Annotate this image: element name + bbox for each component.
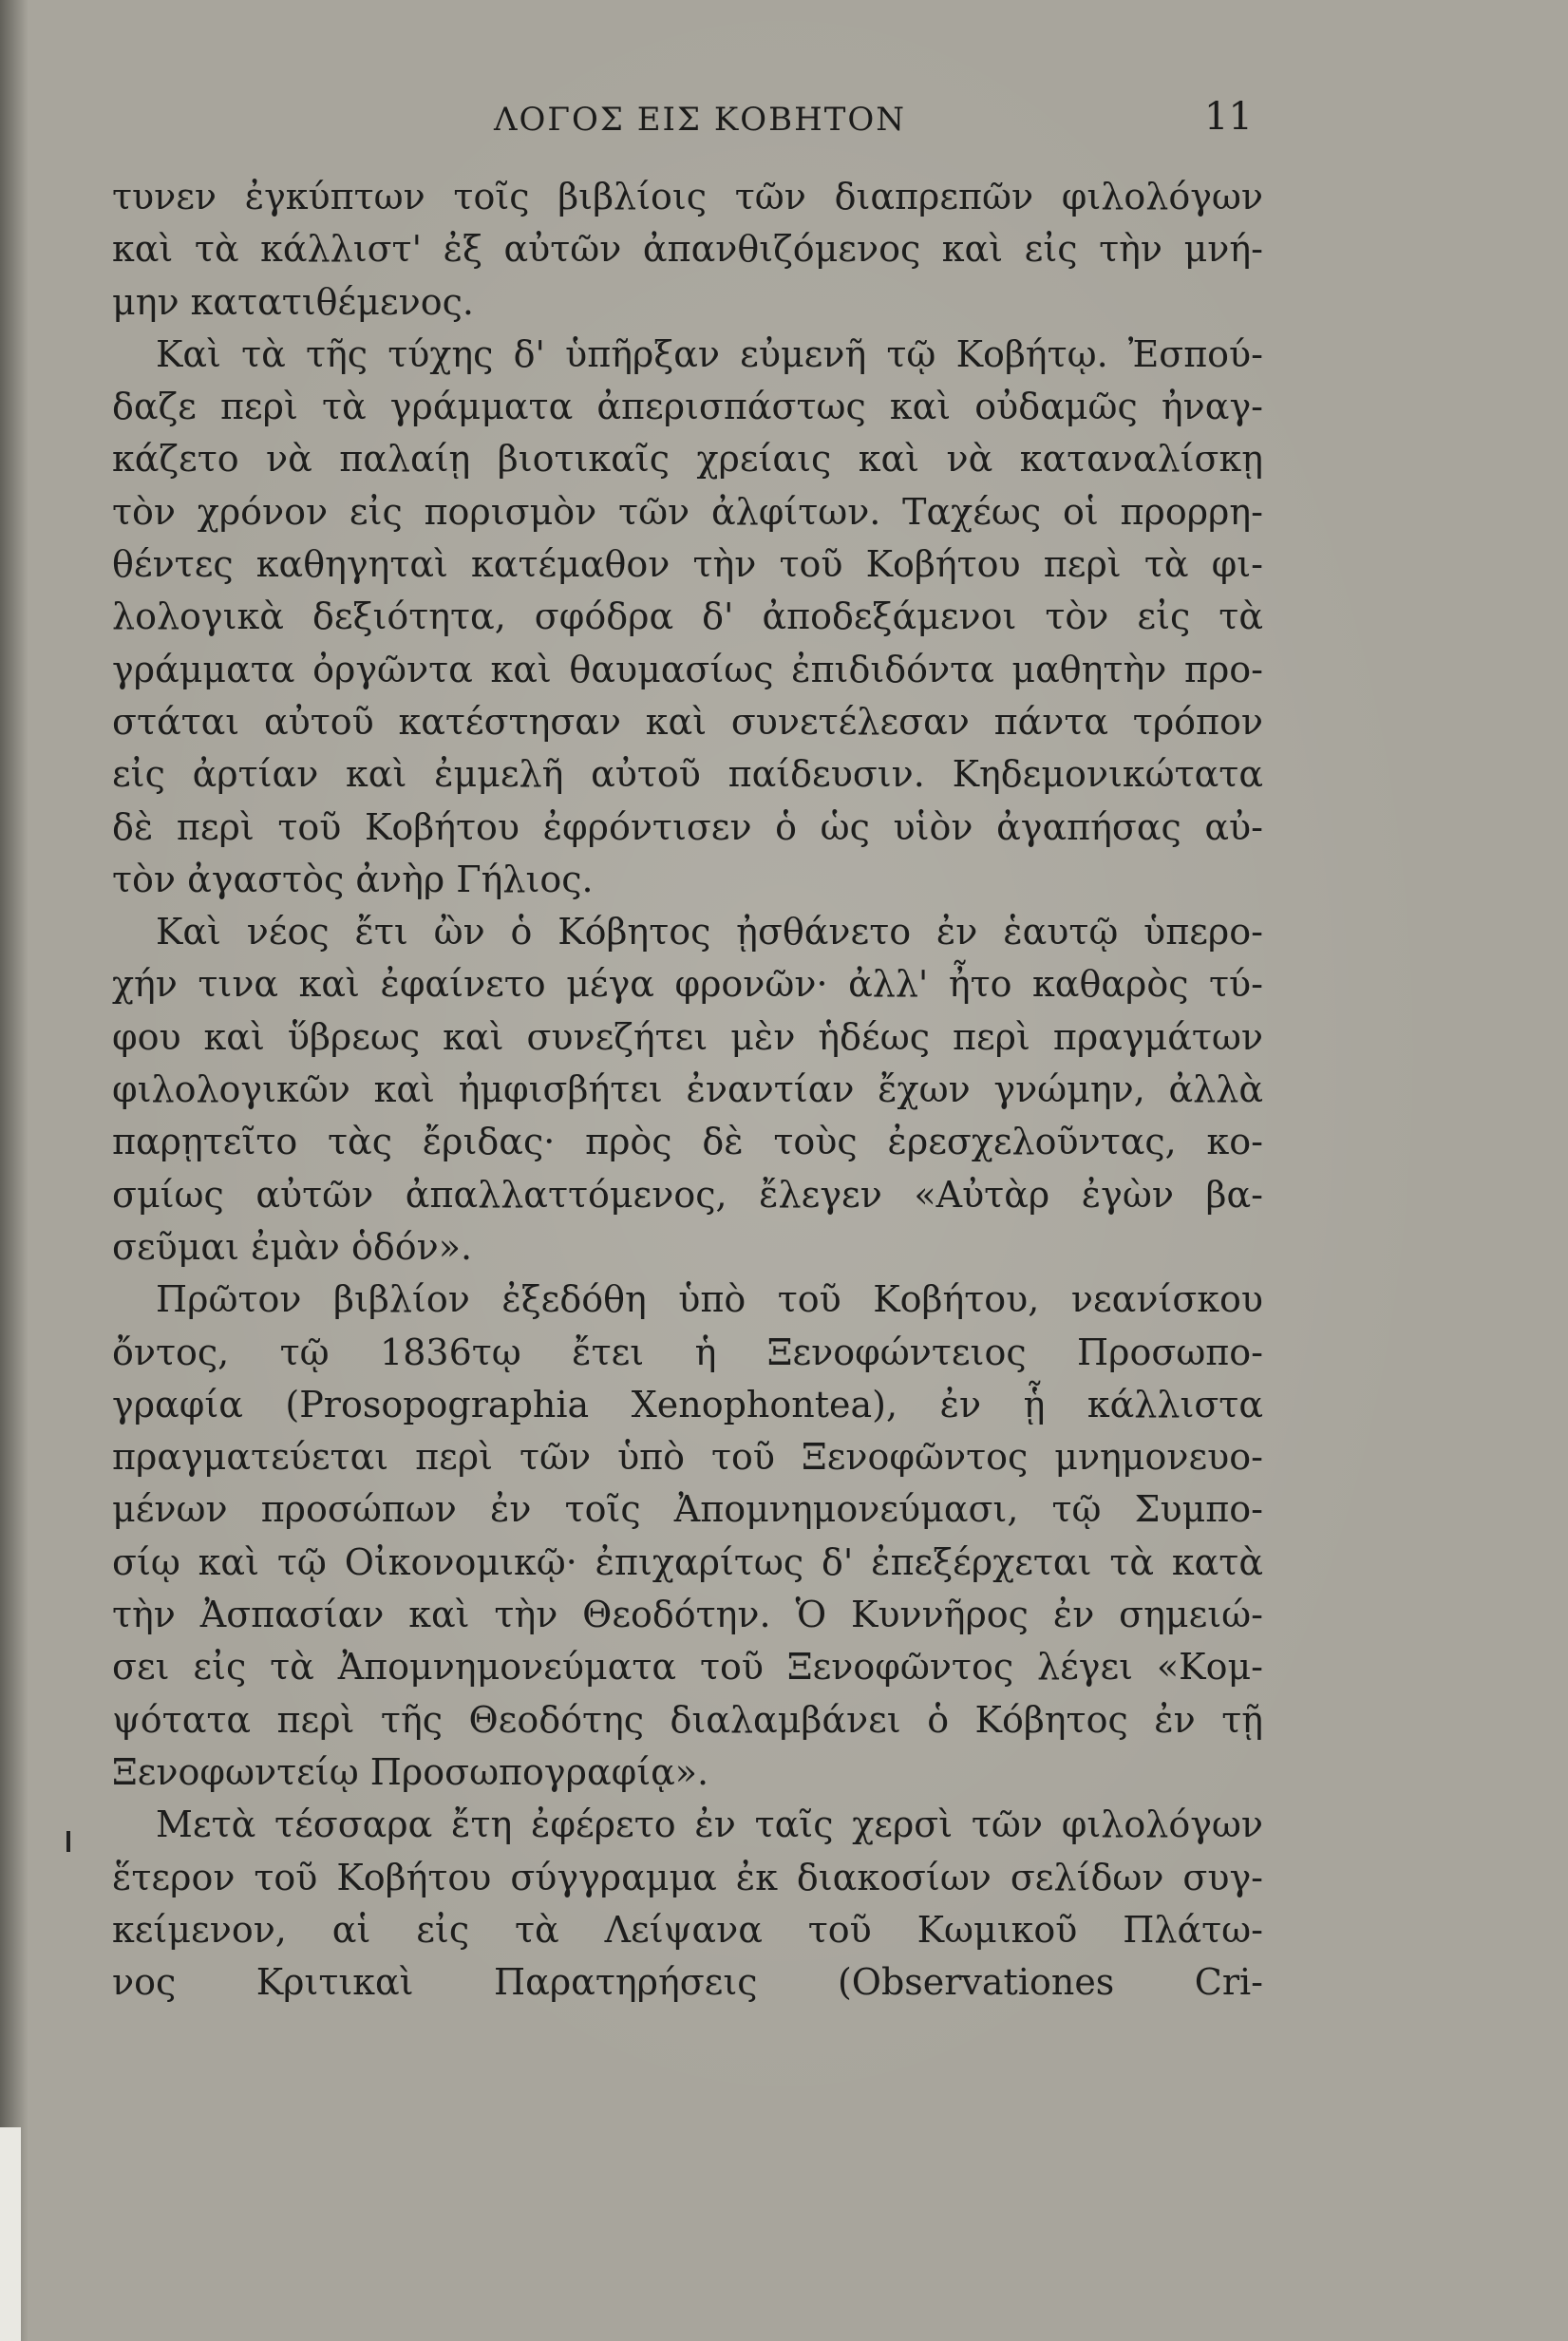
page-number: 11 bbox=[1204, 95, 1253, 139]
text-line: τὴν Ἀσπασίαν καὶ τὴν Θεοδότην. Ὁ Κυννῆρος ἐν σημειώ- bbox=[112, 1594, 1263, 1636]
text-line: ψότατα περὶ τῆς Θεοδότης διαλαμβάνει ὁ Κόβητος ἐν τῇ bbox=[112, 1698, 1263, 1741]
text-line: τὸν χρόνον εἰς πορισμὸν τῶν ἀλφίτων. Ταχέως οἱ προρρη- bbox=[112, 490, 1263, 533]
text-line: τὸν ἀγαστὸς ἀνὴρ Γήλιος. bbox=[112, 858, 594, 900]
text-line: εἰς ἀρτίαν καὶ ἐμμελῆ αὐτοῦ παίδευσιν. Κηδεμονικώτατα bbox=[112, 753, 1263, 796]
text-line: Πρῶτον βιβλίον ἐξεδόθη ὑπὸ τοῦ Κοβήτου, νεανίσκου bbox=[156, 1278, 1263, 1321]
text-line: γραφία (Prosopographia Xenophontea), ἐν ᾗ κάλλιστα bbox=[112, 1383, 1263, 1425]
text-line: σίῳ καὶ τῷ Οἰκονομικῷ· ἐπιχαρίτως δ' ἐπεξέρχεται τὰ κατὰ bbox=[112, 1540, 1263, 1583]
text-line: κείμενον, αἱ εἰς τὰ Λείψανα τοῦ Κωμικοῦ Πλάτω- bbox=[112, 1908, 1263, 1951]
text-line: ἕτερον τοῦ Κοβήτου σύγγραμμα ἐκ διακοσίων σελίδων συγ- bbox=[112, 1856, 1263, 1898]
text-line: κάζετο νὰ παλαίῃ βιοτικαῖς χρείαις καὶ νὰ καταναλίσκῃ bbox=[112, 438, 1263, 481]
page-header bbox=[0, 95, 1568, 148]
text-line: Ξενοφωντείῳ Προσωπογραφίᾳ». bbox=[112, 1750, 709, 1793]
text-line: χήν τινα καὶ ἐφαίνετο μέγα φρονῶν· ἀλλ' ἦτο καθαρὸς τύ- bbox=[112, 963, 1263, 1006]
body-text bbox=[112, 171, 1263, 2009]
page-edge bbox=[0, 2127, 21, 2341]
text-line: καὶ τὰ κάλλιστ' ἐξ αὐτῶν ἀπανθιζόμενος καὶ εἰς τὴν μνή- bbox=[112, 228, 1263, 271]
margin-mark bbox=[66, 1831, 70, 1852]
text-line: θέντες καθηγηταὶ κατέμαθον τὴν τοῦ Κοβήτου περὶ τὰ φι- bbox=[112, 543, 1263, 586]
text-line: Καὶ τὰ τῆς τύχης δ' ὑπῆρξαν εὐμενῆ τῷ Κοβήτῳ. Ἐσπού- bbox=[156, 332, 1263, 375]
text-line: πραγματεύεται περὶ τῶν ὑπὸ τοῦ Ξενοφῶντος μνημονευο- bbox=[112, 1436, 1263, 1479]
text-line: ὄντος, τῷ 1836τῳ ἔτει ἡ Ξενοφώντειος Προσωπο- bbox=[112, 1331, 1263, 1373]
text-line: στάται αὐτοῦ κατέστησαν καὶ συνετέλεσαν πάντα τρόπον bbox=[112, 700, 1263, 743]
text-line: μην κατατιθέμενος. bbox=[112, 280, 474, 323]
text-line: φου καὶ ὕβρεως καὶ συνεζήτει μὲν ἡδέως περὶ πραγμάτων bbox=[112, 1015, 1263, 1058]
text-line: νος Κριτικαὶ Παρατηρήσεις (Observationes Cri- bbox=[112, 1961, 1263, 2004]
text-line: παρῃτεῖτο τὰς ἔριδας· πρὸς δὲ τοὺς ἐρεσχελοῦντας, κο- bbox=[112, 1121, 1263, 1163]
text-line: δὲ περὶ τοῦ Κοβήτου ἐφρόντισεν ὁ ὡς υἱὸν ἀγαπήσας αὐ- bbox=[112, 805, 1263, 848]
text-line: λολογικὰ δεξιότητα, σφόδρα δ' ἀποδεξάμενοι τὸν εἰς τὰ bbox=[112, 595, 1263, 638]
text-line: Καὶ νέος ἔτι ὢν ὁ Κόβητος ᾐσθάνετο ἐν ἑαυτῷ ὑπερο- bbox=[156, 911, 1263, 953]
text-line: Μετὰ τέσσαρα ἔτη ἐφέρετο ἐν ταῖς χερσὶ τῶν φιλολόγων bbox=[156, 1803, 1263, 1846]
running-title: ΛΟΓΟΣ ΕΙΣ ΚΟΒΗΤΟΝ bbox=[494, 101, 907, 139]
text-line: σει εἰς τὰ Ἀπομνημονεύματα τοῦ Ξενοφῶντος λέγει «Κομ- bbox=[112, 1646, 1263, 1689]
text-line: μένων προσώπων ἐν τοῖς Ἀπομνημονεύμασι, τῷ Συμπο- bbox=[112, 1488, 1263, 1531]
text-line: γράμματα ὀργῶντα καὶ θαυμασίως ἐπιδιδόντα μαθητὴν προ- bbox=[112, 648, 1263, 690]
text-line: φιλολογικῶν καὶ ἠμφισβήτει ἐναντίαν ἔχων γνώμην, ἀλλὰ bbox=[112, 1068, 1263, 1111]
text-line: τυνεν ἐγκύπτων τοῖς βιβλίοις τῶν διαπρεπῶν φιλολόγων bbox=[112, 176, 1263, 217]
text-line: σεῦμαι ἐμὰν ὁδόν». bbox=[112, 1225, 473, 1268]
text-line: σμίως αὐτῶν ἀπαλλαττόμενος, ἔλεγεν «Αὐτὰρ ἐγὼν βα- bbox=[112, 1173, 1263, 1216]
text-line: δαζε περὶ τὰ γράμματα ἀπερισπάστως καὶ οὐδαμῶς ἠναγ- bbox=[112, 386, 1263, 428]
